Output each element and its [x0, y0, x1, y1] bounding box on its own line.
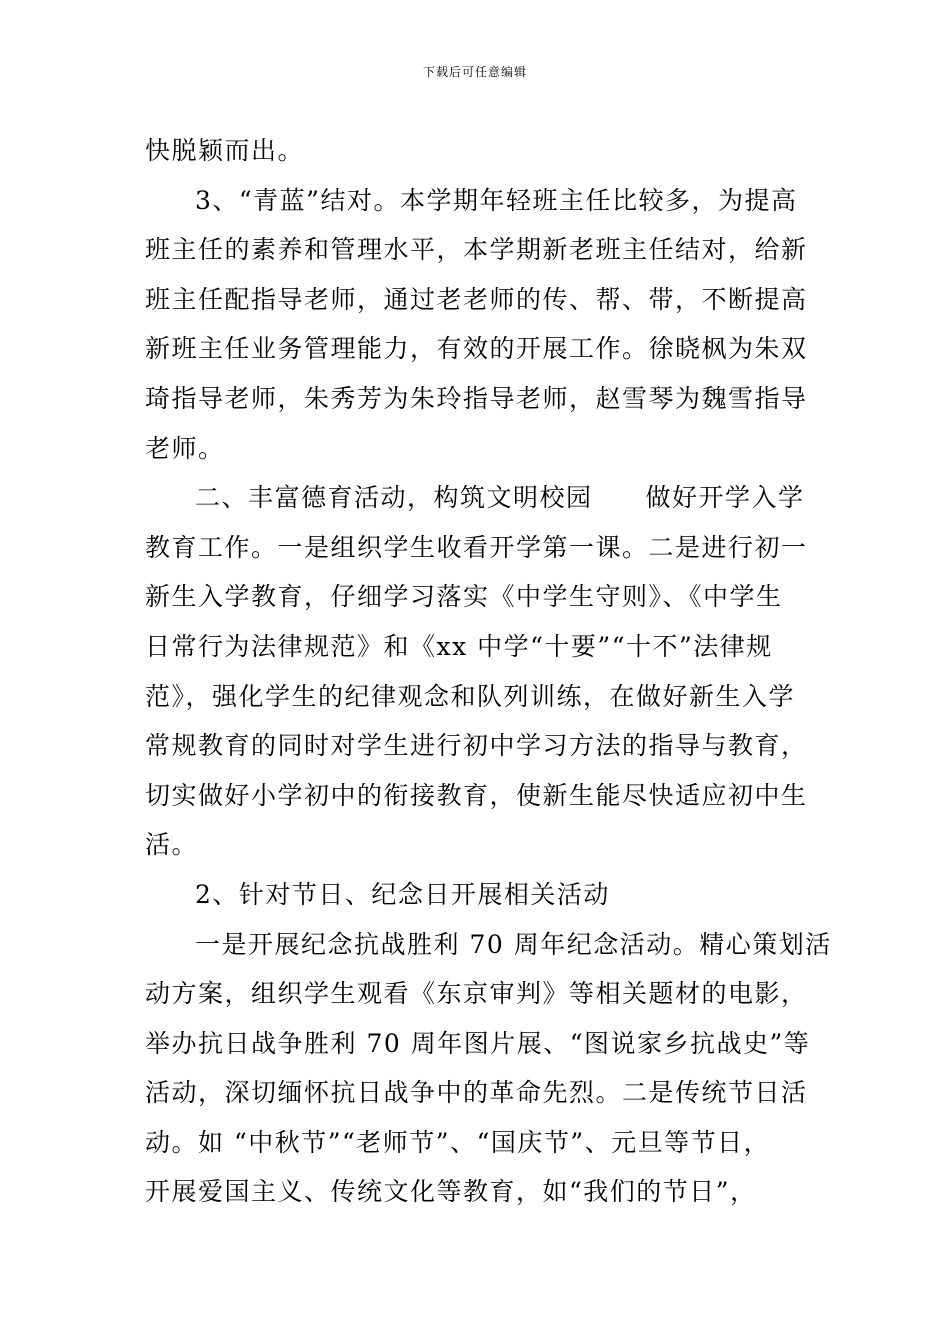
text-line: 2、针对节日、纪念日开展相关活动 — [195, 879, 610, 909]
text-line: 教育工作。一是组织学生收看开学第一课。二是进行初一 — [145, 532, 808, 562]
text-line: 老师。 — [145, 433, 225, 463]
document-body — [145, 126, 835, 1217]
text-line: 活。 — [145, 830, 199, 860]
text-line: 琦指导老师，朱秀芳为朱玲指导老师，赵雪琴为魏雪指导 — [145, 383, 808, 413]
text-line: 范》，强化学生的纪律观念和队列训练，在做好新生入学 — [145, 681, 796, 711]
text-line: 常规教育的同时对学生进行初中学习方法的指导与教育， — [145, 731, 808, 761]
text-line: 日常行为法律规范》和《xx 中学“十要”“十不”法律规 — [145, 631, 773, 661]
text-line: 快脱颖而出。 — [145, 136, 305, 165]
text-line: 新班主任业务管理能力，有效的开展工作。徐晓枫为朱双 — [145, 334, 808, 364]
text-line: 二、丰富德育活动，构筑文明校园 做好开学入学 — [195, 483, 805, 513]
text-line: 新生入学教育，仔细学习落实《中学生守则》、《中学生 — [145, 582, 783, 612]
text-line: 3、“青蓝”结对。本学期年轻班主任比较多，为提高 — [195, 185, 798, 215]
text-line: 切实做好小学初中的衔接教育，使新生能尽快适应初中生 — [145, 780, 808, 810]
text-line: 开展爱国主义、传统文化等教育，如“我们的节日”， — [145, 1177, 757, 1207]
text-line: 动。如 “中秋节”“老师节”、“国庆节”、元旦等节日， — [145, 1127, 771, 1157]
text-line: 举办抗日战争胜利 70 周年图片展、“图说家乡抗战史”等 — [145, 1028, 811, 1058]
text-line: 班主任配指导老师，通过老老师的传、帮、带，不断提高 — [145, 284, 808, 314]
text-line: 班主任的素养和管理水平，本学期新老班主任结对，给新 — [145, 235, 808, 265]
text-line: 活动，深切缅怀抗日战争中的革命先烈。二是传统节日活 — [145, 1078, 808, 1108]
page-header: 下载后可任意编辑 — [422, 65, 527, 79]
text-line: 一是开展纪念抗战胜利 70 周年纪念活动。精心策划活 — [195, 929, 832, 959]
text-line: 动方案，组织学生观看《东京审判》等相关题材的电影， — [145, 979, 808, 1009]
